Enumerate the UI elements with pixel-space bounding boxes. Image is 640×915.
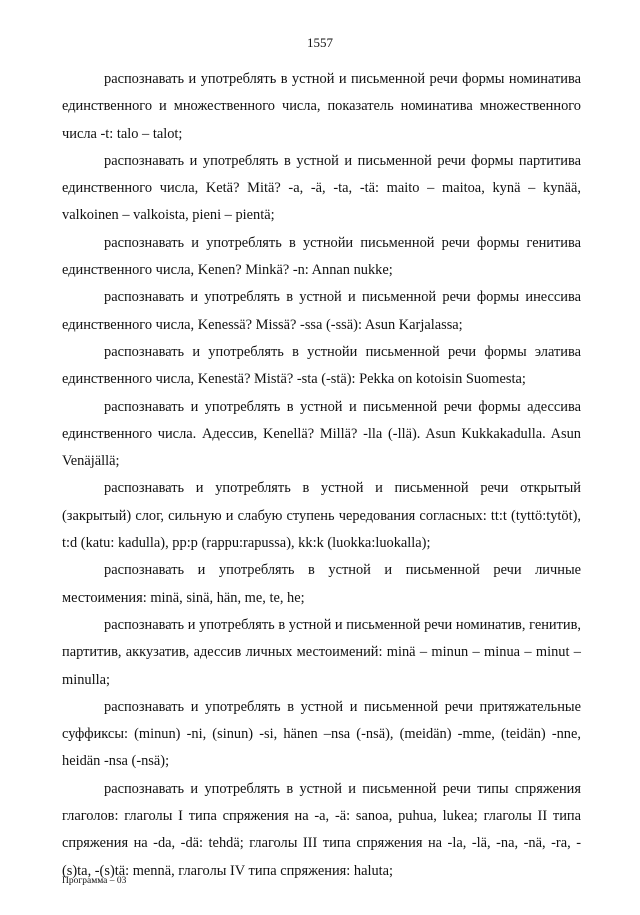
paragraph: распознавать и употреблять в устной и письменной речи личные местоимения: minä, sinä, hän, me, te, he;: [62, 562, 581, 606]
paragraph: распознавать и употреблять в устнойи письменной речи формы генитива единственного числа, Kenen? Minkä? -n: Annan nukke;: [62, 234, 581, 279]
paragraph: распознавать и употреблять в устной и письменной речи формы партитива единственного числа, Ketä? Mitä? -a, -ä, -ta, -tä: maito – maitoa, kynä – kynää, valkoinen – valkoista, pieni – pientä;: [62, 152, 581, 224]
paragraph: распознавать и употреблять в устной и письменной речи типы спряжения глаголов: глаголы I типа спряжения на -a, -ä: sanoa, puhua, lukea; глаголы II типа спряжения на -da, -dä: tehdä; глаголы III типа спряжения на -la, -lä, -na, -nä, -ra, -(s)ta, -(s)tä: mennä, глаголы IV типа спряжения: haluta;: [62, 780, 581, 879]
paragraph: распознавать и употреблять в устной и письменной речи формы инессива единственного числа, Kenessä? Missä? -ssa (-ssä): Asun Karjalassa;: [62, 289, 581, 333]
page-number: 1557: [307, 35, 333, 50]
paragraph: распознавать и употреблять в устной и письменной речи формы номинатива единственного и множественного числа, показатель номинатива множественного числа -t: talo – talot;: [62, 71, 581, 142]
paragraph: распознавать и употреблять в устной и письменной речи притяжательные суффиксы: (minun) -ni, (sinun) -si, hänen –nsa (-nsä), (meidän) -mme, (teidän) -nne, heidän -nsa (-nsä);: [62, 698, 581, 770]
paragraph: распознавать и употреблять в устной и письменной речи номинатив, генитив, партитив, аккузатив, адессив личных местоимений: minä – minun – minua – minut – minulla;: [62, 616, 581, 688]
paragraph: распознавать и употреблять в устнойи письменной речи формы элатива единственного числа, Kenestä? Mistä? -sta (-stä): Pekka on kotoisin Suomesta;: [62, 343, 581, 388]
footer-label: Программа – 03: [62, 876, 127, 886]
document-body: [62, 66, 581, 885]
paragraph: распознавать и употреблять в устной и письменной речи открытый (закрытый) слог, сильную и слабую ступень чередования согласных: tt:t (tyttö:tytöt), t:d (katu: kadulla), pp:p (rappu:rapussa), kk:k (luokka:luokalla);: [62, 480, 581, 552]
paragraph: распознавать и употреблять в устной и письменной речи формы адессива единственного числа. Адессив, Kenellä? Millä? -lla (-llä). Asun Kukkakadulla. Asun Venäjällä;: [62, 398, 581, 470]
